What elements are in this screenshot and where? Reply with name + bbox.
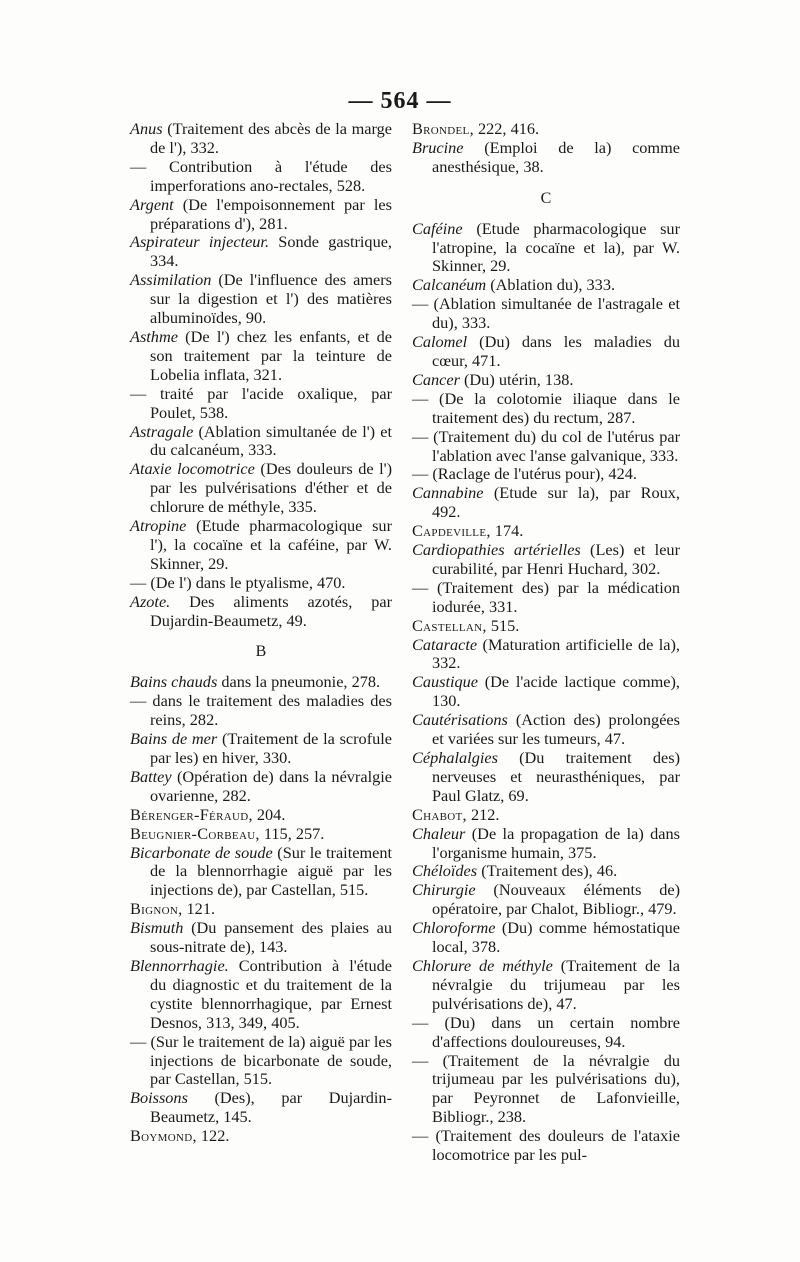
index-entry <box>130 692 392 730</box>
index-entry <box>412 390 680 428</box>
index-entry <box>130 1033 392 1090</box>
entry-heading: Calomel <box>412 332 468 352</box>
index-entry <box>130 517 392 574</box>
entry-text: (Nouveaux éléments de) opératoire, par Chalot, Bibliogr., 479. <box>432 880 680 919</box>
entry-text: (Du pansement des plaies au sous-nitrate de), 143. <box>150 918 392 957</box>
entry-text: (De l'acide lactique comme), 130. <box>432 672 680 711</box>
entry-heading: Bérenger-Féraud, <box>130 804 253 824</box>
index-entry <box>412 1127 680 1165</box>
entry-text: (Du) dans les maladies du cœur, 471. <box>432 332 680 370</box>
entry-heading: Chlorure de méthyle <box>412 955 553 975</box>
right-column <box>412 120 680 1165</box>
section-letter-c: C <box>540 189 552 207</box>
entry-text: Contribution à l'étude du diagnostic et du traitement de la cystite blennorrhagique, par Ernest Desnos, 313, 349, 405. <box>150 955 392 1032</box>
entry-heading: Bismuth <box>130 918 184 938</box>
index-entry <box>412 220 680 277</box>
entry-text: 121. <box>182 899 216 919</box>
entry-heading: Beugnier-Corbeau, <box>130 823 260 843</box>
entry-text: — Contribution à l'étude des imperforations ano-rectales, 528. <box>130 156 392 195</box>
page-number: — 564 — <box>348 88 452 114</box>
entry-text: Sonde gastrique, 334. <box>150 232 393 271</box>
index-entry <box>412 276 680 295</box>
index-entry <box>130 574 392 593</box>
index-entry <box>130 271 392 328</box>
entry-heading: Cataracte <box>412 634 478 654</box>
entries-c <box>412 220 680 1165</box>
index-entry <box>412 579 680 617</box>
entry-heading: Argent <box>130 194 174 214</box>
entry-text: (Opération de) dans la névralgie ovarienne, 282. <box>150 766 392 805</box>
index-entry <box>412 825 680 863</box>
section-letter-b: B <box>255 643 267 661</box>
index-entry <box>130 328 392 385</box>
entry-text: — (Traitement des douleurs de l'ataxie locomotrice par les pul- <box>412 1126 680 1165</box>
index-entry <box>412 749 680 806</box>
entry-text: 204. <box>252 804 286 824</box>
entry-text: (De l'influence des amers sur la digestion et l') des matières albuminoïdes, 90. <box>150 270 392 328</box>
index-entry <box>412 139 680 177</box>
index-entry <box>412 333 680 371</box>
index-entry <box>130 1089 392 1127</box>
entry-heading: Bains de mer <box>130 729 218 749</box>
entry-heading: Boymond, <box>130 1126 197 1146</box>
entry-text: (Action des) prolongées et variées sur les tumeurs, 47. <box>432 710 680 749</box>
entry-text: — (De l') dans le ptyalisme, 470. <box>130 572 346 592</box>
entry-heading: Calcanéum <box>412 275 487 295</box>
entry-heading: Bains chauds <box>130 672 218 692</box>
entry-text: (Des douleurs de l') par les pulvérisations d'éther et de chlorure de méthyle, 335. <box>150 459 393 517</box>
entry-text: (De l'empoisonnement par les préparations d'), 281. <box>150 194 392 233</box>
entry-heading: Anus <box>130 119 163 138</box>
entry-heading: Blennorrhagie. <box>130 955 229 975</box>
index-entry <box>130 730 392 768</box>
entry-text: (Traitement de la scrofule par les) en hiver, 330. <box>150 729 393 767</box>
entry-text: (Ablation du), 333. <box>486 275 616 295</box>
index-entry <box>412 673 680 711</box>
entry-text: — (Ablation simultanée de l'astragale et du), 333. <box>412 294 680 333</box>
entry-text: 222, 416. <box>473 119 540 138</box>
entry-heading: Chaleur <box>412 823 466 843</box>
index-entry <box>412 1014 680 1052</box>
entry-heading: Boissons <box>130 1088 188 1108</box>
entry-heading: Brucine <box>412 137 464 157</box>
index-entry <box>412 881 680 919</box>
index-entry <box>412 862 680 881</box>
index-entry <box>130 806 392 825</box>
entry-heading: Chabot, <box>412 804 467 824</box>
entry-heading: Castellan, <box>412 615 487 635</box>
entries-a <box>130 120 392 630</box>
left-column <box>130 120 392 1146</box>
entry-text: — (Traitement des) par la médication iodurée, 331. <box>412 577 680 616</box>
entry-text: (Sur le traitement de la blennorrhagie aiguë par les injections de), par Castellan, 515. <box>150 842 393 900</box>
entry-text: 515. <box>486 615 520 635</box>
entry-heading: Bicarbonate de soude <box>130 842 273 862</box>
index-entry <box>130 768 392 806</box>
entry-text: — (Sur le traitement de la) aiguë par les injections de bicarbonate de soude, par Castellan, 515. <box>130 1031 392 1089</box>
entry-heading: Cardiopathies artérielles <box>412 540 581 560</box>
entry-text: (Etude pharmacologique sur l'atropine, la cocaïne et la), par W. Skinner, 29. <box>432 218 680 276</box>
index-entry <box>412 711 680 749</box>
entry-heading: Chloroforme <box>412 918 496 938</box>
entry-heading: Battey <box>130 766 172 786</box>
entry-heading: Bignon, <box>130 899 183 919</box>
entry-heading: Caustique <box>412 672 479 692</box>
entry-text: (De la propagation de la) dans l'organisme humain, 375. <box>432 823 680 862</box>
entries-b-continued <box>412 120 680 177</box>
entry-text: (Ablation simultanée de l') et du calcanéum, 333. <box>150 421 392 460</box>
index-entry <box>130 120 392 158</box>
entry-text: 212. <box>466 804 500 824</box>
entry-heading: Ataxie locomotrice <box>130 459 255 479</box>
entry-text: — (Du) dans un certain nombre d'affections douloureuses, 94. <box>412 1012 680 1051</box>
index-entry <box>130 158 392 196</box>
entry-text: dans la pneumonie, 278. <box>217 672 381 692</box>
entry-text: — traité par l'acide oxalique, par Poulet, 538. <box>130 383 392 422</box>
entry-text: 174. <box>490 521 524 541</box>
entry-text: (Des), par Dujardin-Beaumetz, 145. <box>150 1088 392 1127</box>
index-entry <box>412 957 680 1014</box>
index-entry <box>412 120 680 139</box>
index-entry <box>412 806 680 825</box>
entry-text: (Traitement des abcès de la marge de l'), 332. <box>150 119 392 157</box>
index-entry <box>412 295 680 333</box>
entry-text: (Traitement de la névralgie du trijumeau par les pulvérisations de), 47. <box>432 955 680 1013</box>
entry-text: Des aliments azotés, par Dujardin-Beaumetz, 49. <box>150 591 392 630</box>
index-entry <box>412 522 680 541</box>
entry-heading: Cautérisations <box>412 710 508 730</box>
entry-heading: Atropine <box>130 516 187 536</box>
entry-heading: Céphalalgies <box>412 748 498 767</box>
entry-heading: Astragale <box>130 421 194 441</box>
entry-text: (Etude pharmacologique sur l'), la cocaïne et la caféine, par W. Skinner, 29. <box>150 516 392 573</box>
entry-text: (Du) comme hémostatique local, 378. <box>432 918 680 957</box>
index-entry <box>130 825 392 844</box>
index-entry <box>130 385 392 423</box>
entry-text: (Emploi de la) comme anesthésique, 38. <box>432 137 680 176</box>
entry-heading: Aspirateur injecteur. <box>130 232 270 252</box>
index-entry <box>130 196 392 234</box>
index-entry <box>130 900 392 919</box>
entry-heading: Asthme <box>130 326 178 346</box>
entry-text: (Du traitement des) nerveuses et neurasthéniques, par Paul Glatz, 69. <box>432 748 680 805</box>
index-entry <box>412 636 680 674</box>
index-entry <box>412 484 680 522</box>
entry-text: (Traitement des), 46. <box>477 861 618 881</box>
entry-heading: Brondel, <box>412 119 474 138</box>
entry-text: (De l') chez les enfants, et de son traitement par la teinture de Lobelia inflata, 321. <box>150 326 392 384</box>
entry-heading: Cannabine <box>412 483 484 503</box>
index-entry <box>412 1052 680 1128</box>
entry-text: (Etude sur la), par Roux, 492. <box>432 483 680 522</box>
entry-text: 115, 257. <box>259 823 325 843</box>
index-entry <box>130 423 392 461</box>
index-entry <box>130 844 392 901</box>
index-entry <box>130 673 392 692</box>
index-entry <box>130 593 392 631</box>
entry-heading: Azote. <box>130 591 171 611</box>
entry-text: — (Traitement du) du col de l'utérus par l'ablation avec l'anse galvanique, 333. <box>412 426 680 465</box>
index-entry <box>130 233 392 271</box>
entry-text: — (De la colotomie iliaque dans le traitement des) du rectum, 287. <box>412 388 680 427</box>
entry-heading: Capdeville, <box>412 521 491 541</box>
entry-heading: Chéloïdes <box>412 861 478 881</box>
index-entry <box>412 465 680 484</box>
index-entry <box>130 460 392 517</box>
entry-text: (Les) et leur curabilité, par Henri Huchard, 302. <box>432 540 680 578</box>
entry-text: — (Traitement de la névralgie du trijumeau par les pulvérisations du), par Peyronnet de Lafonvieille, Bibliogr., 238. <box>412 1050 680 1127</box>
index-entry <box>412 617 680 636</box>
entry-text: (Du) utérin, 138. <box>459 369 574 389</box>
index-entry <box>130 1127 392 1146</box>
entry-text: (Maturation artificielle de la), 332. <box>432 634 680 673</box>
index-entry <box>130 957 392 1033</box>
index-entry <box>412 541 680 579</box>
entry-heading: Chirurgie <box>412 880 476 900</box>
entry-text: 122. <box>196 1126 230 1146</box>
entry-heading: Caféine <box>412 218 463 238</box>
index-entry <box>412 428 680 466</box>
entry-text: — (Raclage de l'utérus pour), 424. <box>412 464 637 484</box>
entries-b <box>130 673 392 1146</box>
index-entry <box>412 919 680 957</box>
entry-heading: Assimilation <box>130 270 212 290</box>
index-entry <box>412 371 680 390</box>
entry-text: — dans le traitement des maladies des reins, 282. <box>130 691 392 730</box>
entry-heading: Cancer <box>412 369 460 389</box>
index-entry <box>130 919 392 957</box>
